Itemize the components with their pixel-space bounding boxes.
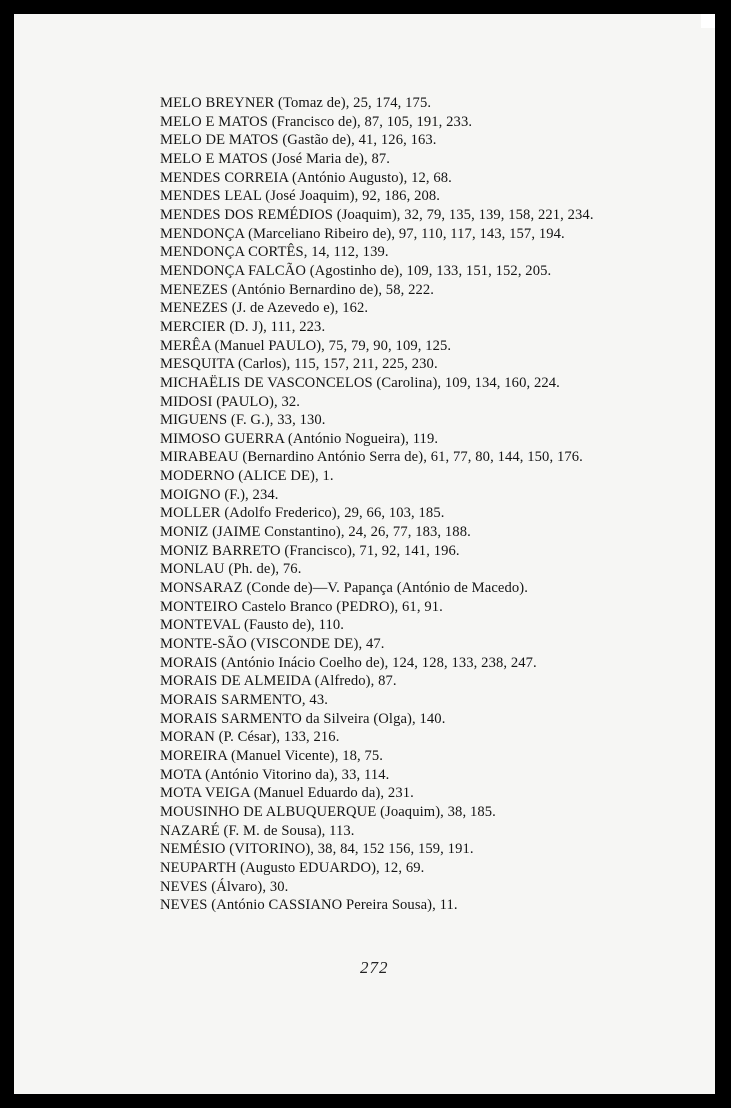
index-entry: MIDOSI (PAULO), 32. xyxy=(160,393,301,410)
index-entry: MOIGNO (F.), 234. xyxy=(160,486,279,503)
index-entry: MENDES CORREIA (António Augusto), 12, 68. xyxy=(160,169,452,186)
index-entry: MELO BREYNER (Tomaz de), 25, 174, 175. xyxy=(160,95,432,111)
index-entry: MIMOSO GUERRA (António Nogueira), 119. xyxy=(160,430,439,447)
index-entry: MENDONÇA FALCÃO (Agostinho de), 109, 133, 151, 152, 205. xyxy=(160,262,552,279)
index-entry: MELO DE MATOS (Gastão de), 41, 126, 163. xyxy=(160,132,437,149)
index-entry: MIGUENS (F. G.), 33, 130. xyxy=(160,412,326,429)
index-entry: MENDES LEAL (José Joaquim), 92, 186, 208. xyxy=(160,188,441,205)
index-entry: MONTEVAL (Fausto de), 110. xyxy=(160,617,345,634)
index-entry: MONTE-SÃO (VISCONDE DE), 47. xyxy=(160,636,385,653)
index-entry: NEUPARTH (Augusto EDUARDO), 12, 69. xyxy=(160,859,425,876)
index-entry: NEVES (Álvaro), 30. xyxy=(160,878,289,895)
index-entry: MOREIRA (Manuel Vicente), 18, 75. xyxy=(160,747,384,764)
scanned-page xyxy=(14,14,715,1094)
index-entry: MELO E MATOS (Francisco de), 87, 105, 191, 233. xyxy=(160,113,473,130)
index-entry: MICHAËLIS DE VASCONCELOS (Carolina), 109, 134, 160, 224. xyxy=(160,374,560,391)
index-entry: MORAIS (António Inácio Coelho de), 124, 128, 133, 238, 247. xyxy=(160,654,537,671)
index-entry: MONLAU (Ph. de), 76. xyxy=(160,561,302,578)
index-entry: MERÊA (Manuel PAULO), 75, 79, 90, 109, 125. xyxy=(160,337,452,354)
index-entry: MOLLER (Adolfo Frederico), 29, 66, 103, 185. xyxy=(160,505,445,522)
page-corner xyxy=(701,14,715,28)
page-number: 272 xyxy=(360,958,389,977)
index-entry: MODERNO (ALICE DE), 1. xyxy=(160,468,334,485)
index-list xyxy=(160,94,700,915)
index-entry: MONIZ BARRETO (Francisco), 71, 92, 141, 196. xyxy=(160,542,460,559)
index-entry: MENDES DOS REMÉDIOS (Joaquim), 32, 79, 135, 139, 158, 221, 234. xyxy=(160,206,594,223)
index-entry: NEVES (António CASSIANO Pereira Sousa), 11. xyxy=(160,897,458,914)
index-entry: NEMÉSIO (VITORINO), 38, 84, 152 156, 159, 191. xyxy=(160,841,474,858)
index-entry: MORAN (P. César), 133, 216. xyxy=(160,729,340,746)
index-entry: MOTA (António Vitorino da), 33, 114. xyxy=(160,766,390,783)
index-entry: MORAIS SARMENTO da Silveira (Olga), 140. xyxy=(160,710,446,727)
index-entry: MONIZ (JAIME Constantino), 24, 26, 77, 183, 188. xyxy=(160,524,471,541)
index-entry: MORAIS SARMENTO, 43. xyxy=(160,692,328,708)
index-entry: MENDONÇA (Marceliano Ribeiro de), 97, 110, 117, 143, 157, 194. xyxy=(160,225,565,242)
index-entry: MENEZES (J. de Azevedo e), 162. xyxy=(160,300,369,317)
index-entry: MOUSINHO DE ALBUQUERQUE (Joaquim), 38, 185. xyxy=(160,803,496,820)
index-entry: MENEZES (António Bernardino de), 58, 222. xyxy=(160,281,435,298)
index-entry: MORAIS DE ALMEIDA (Alfredo), 87. xyxy=(160,673,397,690)
index-entry: MONSARAZ (Conde de)—V. Papança (António de Macedo). xyxy=(160,580,528,597)
index-entry: MESQUITA (Carlos), 115, 157, 211, 225, 230. xyxy=(160,356,438,373)
index-entry: NAZARÉ (F. M. de Sousa), 113. xyxy=(160,822,355,839)
index-entry: MELO E MATOS (José Maria de), 87. xyxy=(160,150,391,167)
index-entry: MENDONÇA CORTÊS, 14, 112, 139. xyxy=(160,244,389,261)
index-entry: MIRABEAU (Bernardino António Serra de), 61, 77, 80, 144, 150, 176. xyxy=(160,449,583,466)
index-entry: MONTEIRO Castelo Branco (PEDRO), 61, 91. xyxy=(160,598,443,615)
index-entry: MOTA VEIGA (Manuel Eduardo da), 231. xyxy=(160,785,414,802)
index-entry: MERCIER (D. J), 111, 223. xyxy=(160,318,326,335)
